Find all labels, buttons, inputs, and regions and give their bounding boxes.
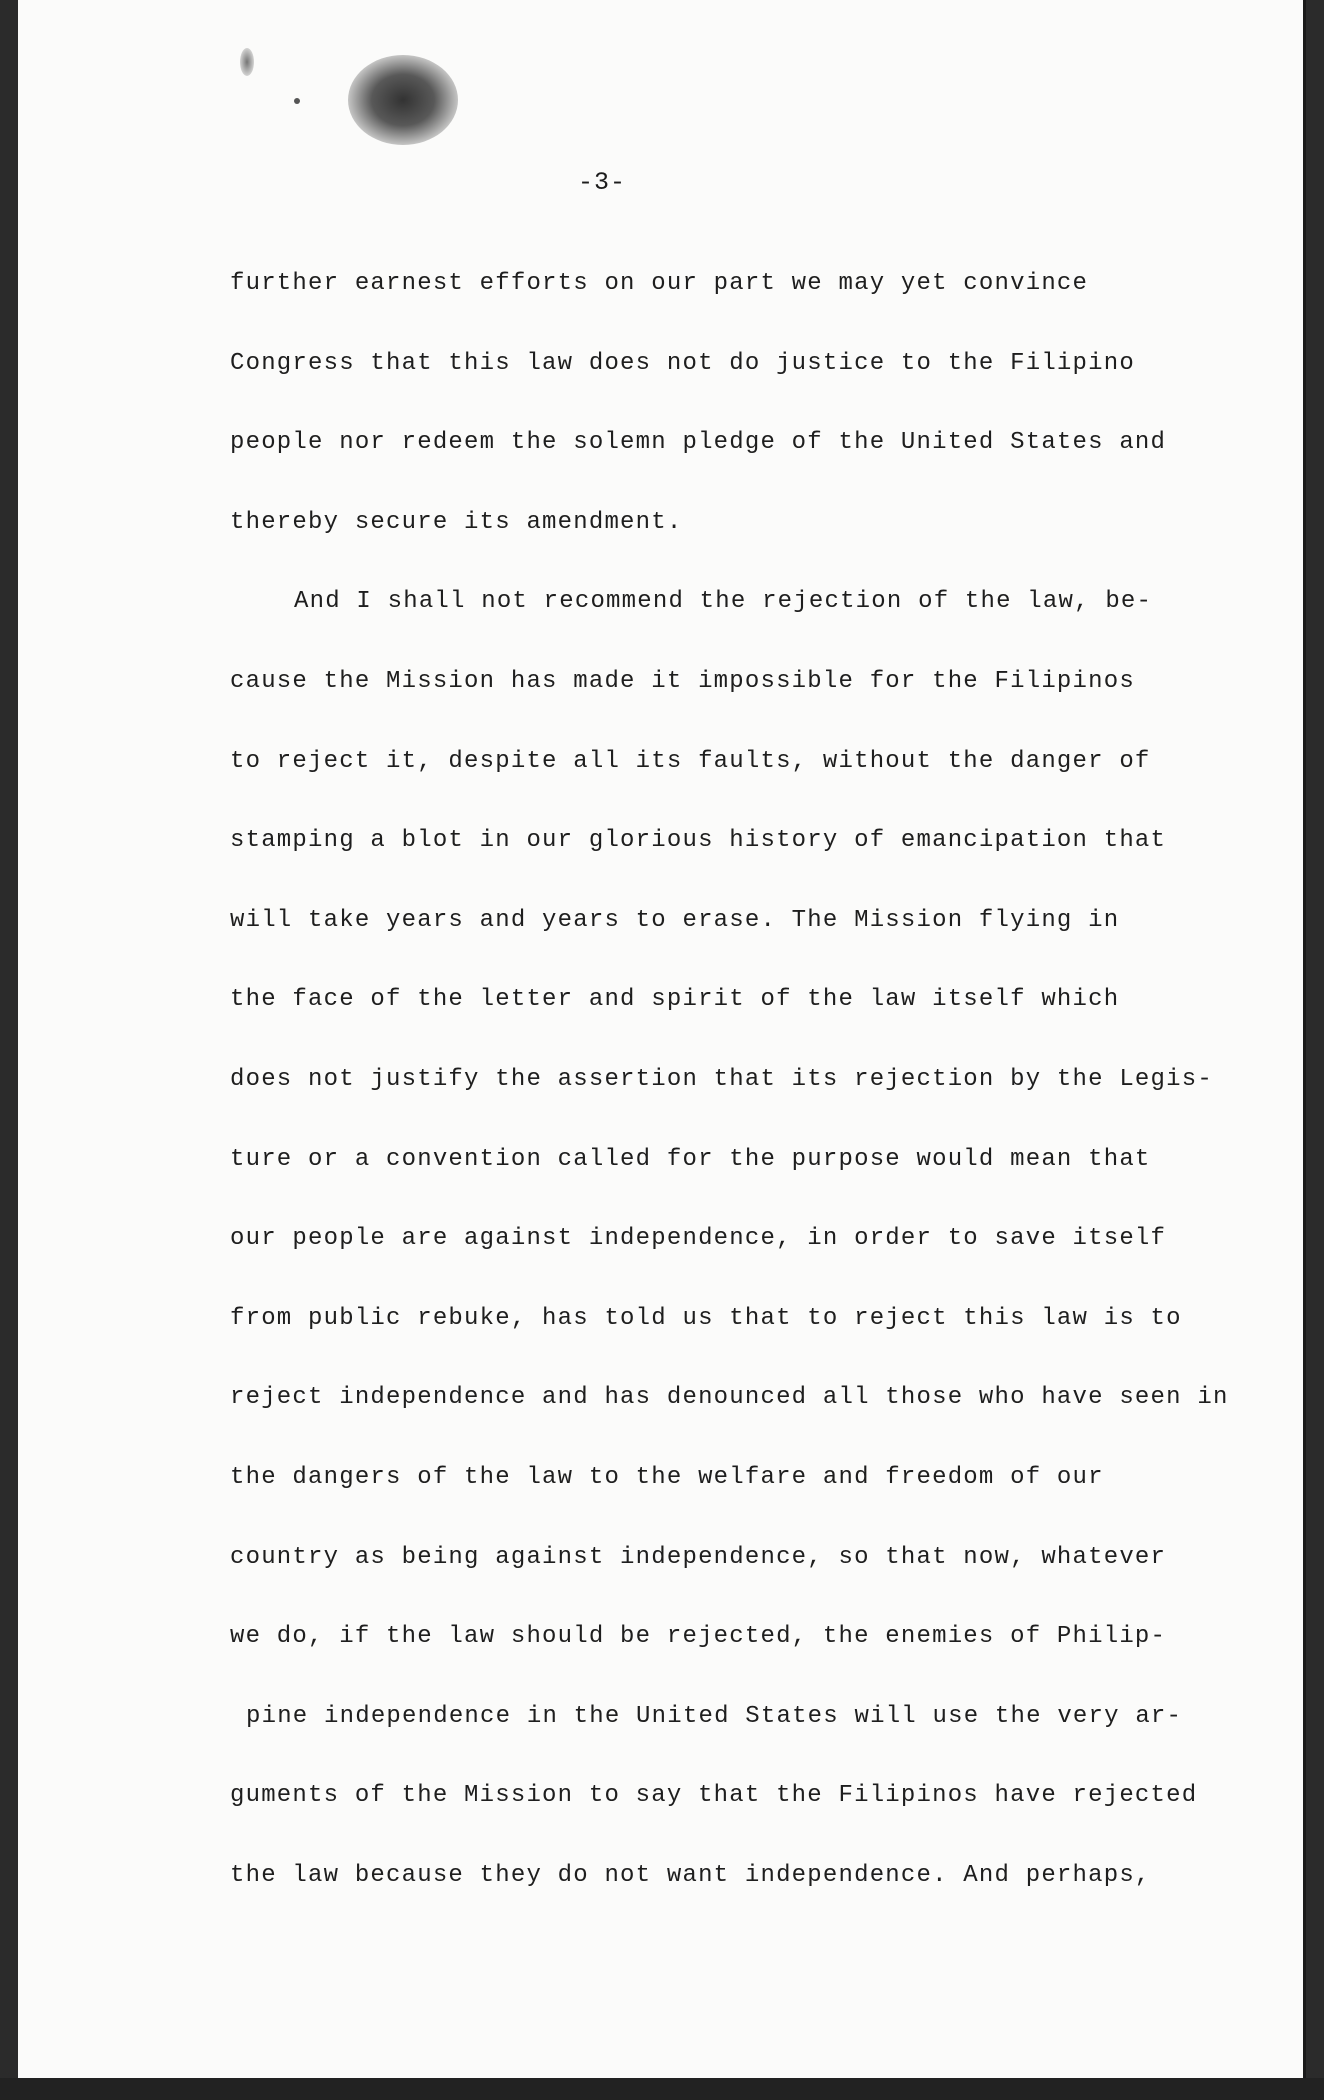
text-line: pine independence in the United States will use the very ar- (246, 1702, 1183, 1730)
text-line: our people are against independence, in order to save itself (230, 1225, 1167, 1253)
text-line: country as being against independence, so that now, whatever (230, 1543, 1167, 1571)
text-line: thereby secure its amendment. (230, 508, 683, 536)
text-line: the face of the letter and spirit of the law itself which (230, 986, 1120, 1014)
text-line: we do, if the law should be rejected, the enemies of Philip- (230, 1623, 1167, 1651)
text-line: And I shall not recommend the rejection of the law, be- (294, 588, 1153, 616)
page-number: -3- (578, 168, 627, 197)
text-line: the law because they do not want independence. And perhaps, (230, 1861, 1151, 1889)
text-line: will take years and years to erase. The Mission flying in (230, 906, 1120, 934)
text-line: people nor redeem the solemn pledge of the United States and (230, 429, 1167, 457)
text-line: cause the Mission has made it impossible for the Filipinos (230, 667, 1135, 695)
ink-blot (348, 55, 458, 145)
scan-border (0, 2078, 1324, 2100)
body-text (230, 262, 1270, 1933)
ink-smudge (240, 48, 254, 76)
text-line: further earnest efforts on our part we may yet convince (230, 270, 1089, 297)
text-line: ture or a convention called for the purpose would mean that (230, 1145, 1151, 1173)
ink-dot (294, 98, 300, 104)
page-edge (1303, 0, 1306, 2088)
text-line: guments of the Mission to say that the Filipinos have rejected (230, 1782, 1198, 1810)
document-page (18, 0, 1306, 2088)
text-line: to reject it, despite all its faults, without the danger of (230, 747, 1151, 775)
text-line: stamping a blot in our glorious history of emancipation that (230, 827, 1167, 855)
text-line: the dangers of the law to the welfare and freedom of our (230, 1463, 1104, 1491)
text-line: Congress that this law does not do justice to the Filipino (230, 349, 1135, 377)
text-line: from public rebuke, has told us that to reject this law is to (230, 1304, 1182, 1332)
text-line: reject independence and has denounced all those who have seen in (230, 1384, 1229, 1412)
text-line: does not justify the assertion that its rejection by the Legis- (230, 1065, 1213, 1093)
